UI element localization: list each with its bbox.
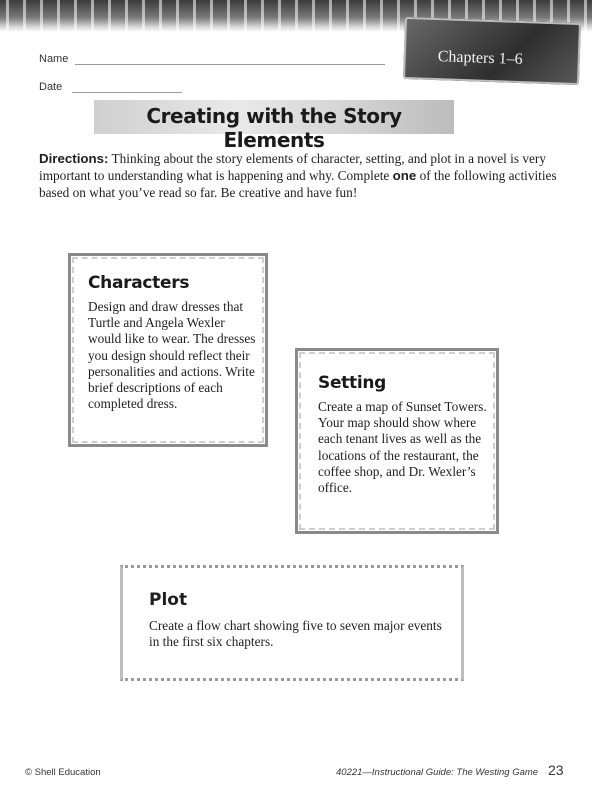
page-title: Creating with the Story Elements [146, 104, 402, 152]
plot-body: Create a flow chart showing five to seven major events in the first six chapters. [149, 618, 442, 650]
chapter-tab-label: Chapters 1–6 [437, 48, 523, 69]
plot-heading: Plot [149, 590, 188, 610]
characters-heading: Characters [88, 273, 190, 293]
setting-box [295, 348, 499, 534]
characters-box [68, 253, 268, 447]
directions-paragraph [39, 150, 559, 201]
plot-box [120, 565, 464, 681]
chapter-tab [403, 17, 581, 85]
footer-copyright: © Shell Education [25, 767, 101, 778]
directions-text-2: of the following activities based on what you’ve read so far. Be creative and have fun! [39, 168, 557, 200]
date-field[interactable] [72, 92, 182, 93]
footer-guide-title: 40221—Instructional Guide: The Westing Game [336, 767, 539, 778]
directions-emphasis: one [392, 168, 417, 183]
name-field[interactable] [75, 64, 385, 65]
title-banner [94, 100, 454, 152]
page-number: 23 [548, 762, 564, 778]
directions-text-1: Thinking about the story elements of character, setting, and plot in a novel is very important to understanding what is happening and why. Complete [39, 151, 546, 183]
characters-body: Design and draw dresses that Turtle and Angela Wexler would like to wear. The dresses you design should reflect their personalities and actions. Write brief descriptions of each completed dress. [88, 299, 256, 412]
setting-heading: Setting [318, 373, 387, 393]
directions-lead: Directions: [39, 151, 109, 166]
setting-body: Create a map of Sunset Towers. Your map should show where each tenant lives as well as the locations of the restaurant, the coffee shop, and Dr. Wexler’s office. [318, 399, 487, 496]
name-label: Name [39, 53, 69, 65]
date-label: Date [39, 81, 63, 93]
